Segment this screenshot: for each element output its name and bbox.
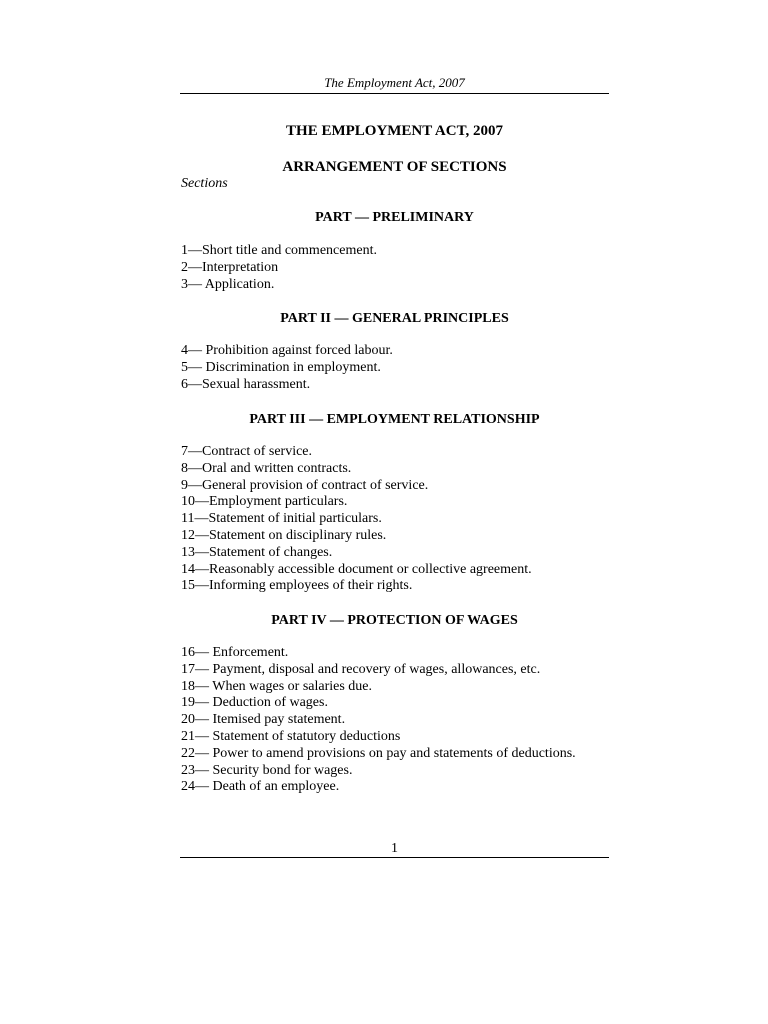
section-item: 16— Enforcement. xyxy=(181,645,289,660)
footer-rule xyxy=(180,857,609,858)
part-heading: PART IV — PROTECTION OF WAGES xyxy=(271,613,518,628)
section-item: 7—Contract of service. xyxy=(181,444,313,459)
section-list xyxy=(181,444,532,595)
part-heading: PART III — EMPLOYMENT RELATIONSHIP xyxy=(249,412,540,427)
section-item: 21— Statement of statutory deductions xyxy=(181,728,401,744)
section-item: 3— Application. xyxy=(181,276,275,292)
header-rule xyxy=(180,93,609,94)
section-item: 13—Statement of changes. xyxy=(181,544,333,560)
part-heading: PART — PRELIMINARY xyxy=(315,210,474,225)
part-heading: PART II — GENERAL PRINCIPLES xyxy=(280,311,509,326)
section-item: 12—Statement on disciplinary rules. xyxy=(181,527,387,543)
section-list xyxy=(181,645,576,796)
running-head: The Employment Act, 2007 xyxy=(324,75,465,90)
document-subtitle: ARRANGEMENT OF SECTIONS xyxy=(282,159,507,175)
section-item: 10—Employment particulars. xyxy=(181,494,348,510)
section-item: 23— Security bond for wages. xyxy=(181,762,353,778)
section-item: 9—General provision of contract of service. xyxy=(181,477,429,493)
page-number: 1 xyxy=(391,841,398,856)
section-item: 5— Discrimination in employment. xyxy=(181,359,381,375)
section-item: 6—Sexual harassment. xyxy=(181,376,311,392)
sections-label: Sections xyxy=(181,176,228,191)
section-list xyxy=(181,343,393,393)
section-item: 22— Power to amend provisions on pay and statements of deductions. xyxy=(181,745,576,761)
section-item: 15—Informing employees of their rights. xyxy=(181,578,413,594)
section-list xyxy=(181,243,377,293)
section-item: 4— Prohibition against forced labour. xyxy=(181,343,393,358)
section-item: 17— Payment, disposal and recovery of wages, allowances, etc. xyxy=(181,661,541,677)
section-item: 20— Itemised pay statement. xyxy=(181,712,346,728)
section-item: 2—Interpretation xyxy=(181,259,279,275)
section-item: 8—Oral and written contracts. xyxy=(181,460,352,476)
section-item: 11—Statement of initial particulars. xyxy=(181,511,382,527)
section-item: 19— Deduction of wages. xyxy=(181,695,328,711)
document-title: THE EMPLOYMENT ACT, 2007 xyxy=(286,123,503,139)
section-item: 1—Short title and commencement. xyxy=(181,243,377,258)
section-item: 18— When wages or salaries due. xyxy=(181,678,373,694)
section-item: 24— Death of an employee. xyxy=(181,779,340,795)
section-item: 14—Reasonably accessible document or collective agreement. xyxy=(181,561,532,577)
